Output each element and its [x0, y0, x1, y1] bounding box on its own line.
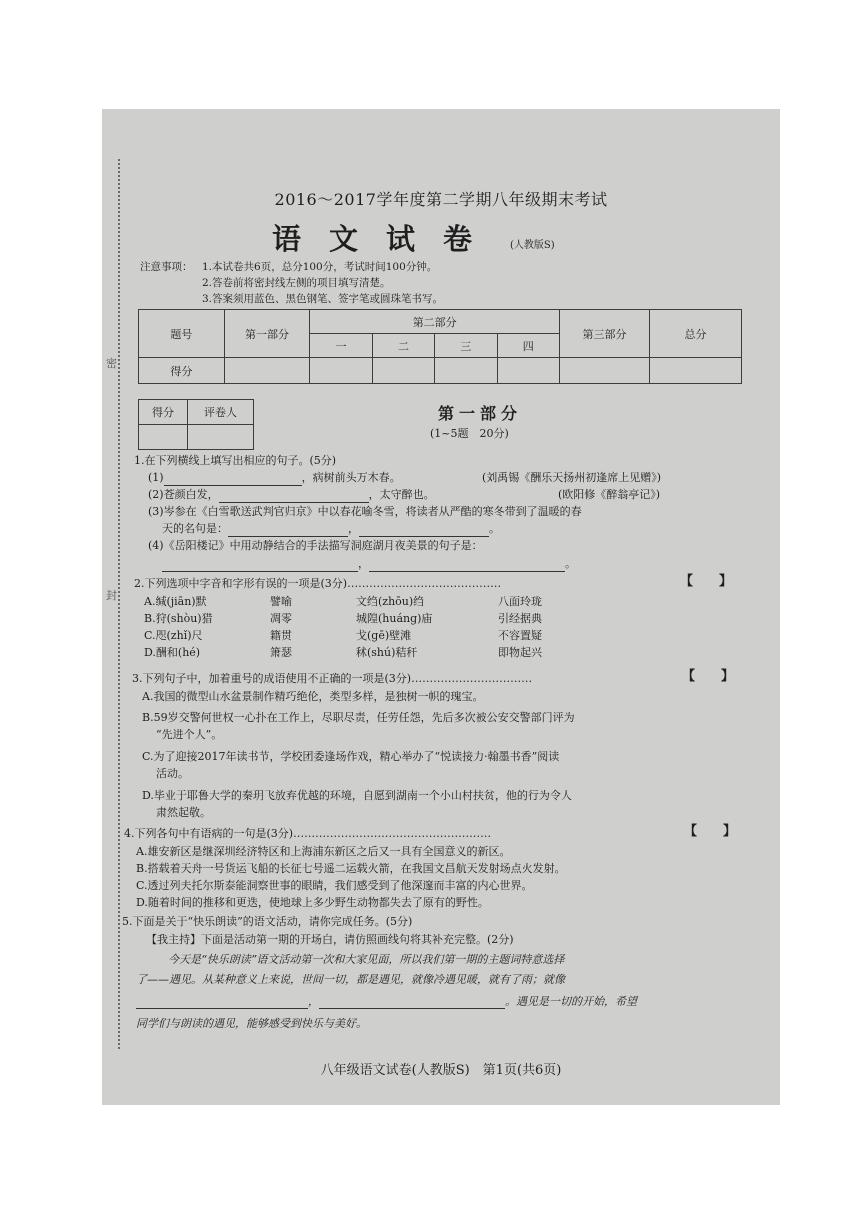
- score-col-total: 总分: [649, 310, 741, 358]
- edition-label: (人教版S): [510, 240, 555, 251]
- grader-defen: 得分: [139, 400, 188, 425]
- q4-answer-bracket[interactable]: 【 】: [684, 824, 737, 839]
- q2-c-4: 不容置疑: [498, 629, 542, 642]
- grader-pingjuan: 评卷人: [188, 400, 254, 425]
- seal-line: [118, 159, 120, 1049]
- margin-mark-feng: 封: [106, 589, 117, 602]
- q1-s3-end: 。: [489, 522, 500, 535]
- margin-mark-mi: 密: [106, 357, 117, 370]
- q4-option-c: C.透过列夫托尔斯泰能洞察世事的眼睛，我们感受到了他深邃而丰富的内心世界。: [136, 879, 533, 892]
- q3-dots: ……………………………: [411, 672, 533, 685]
- q4-stem: [124, 825, 491, 842]
- q3-answer-bracket[interactable]: 【 】: [682, 669, 735, 684]
- q4-option-a: A.雄安新区是继深圳经济特区和上海浦东新区之后又一具有全国意义的新区。: [136, 845, 511, 858]
- q5-text-line2: 了——遇见。从某种意义上来说，世间一切，都是遇见，就像冷遇见暖，就有了雨；就像: [136, 973, 565, 986]
- q3-option-b-line1: B.59岁交警何世权一心扑在工作上，尽职尽责，任劳任怨，先后多次被公安交警部门评为: [142, 711, 575, 724]
- grader-score-cell[interactable]: [139, 425, 188, 450]
- q1-s4-end: 。: [565, 557, 576, 570]
- exam-photo: [102, 109, 780, 1105]
- score-cell[interactable]: [497, 358, 559, 384]
- q2-b-4: 引经据典: [498, 612, 542, 625]
- q1-s1-pre: (1): [148, 471, 164, 484]
- score-cell[interactable]: [560, 358, 650, 384]
- q2-d-3: 秫(shú)秸秆: [356, 646, 418, 659]
- q2-c-2: 籍贯: [270, 629, 292, 642]
- q1-s2-text: ，太守醉也。: [368, 488, 435, 501]
- q2-b-3: 城隍(huáng)庙: [356, 612, 433, 625]
- score-sub-1: 一: [310, 334, 372, 358]
- q2-dots: ……………………………………: [347, 577, 502, 590]
- q2-a-2: 譬喻: [270, 595, 292, 608]
- q1-s2: [148, 486, 435, 503]
- exam-header-line: 2016～2017学年度第二学期八年级期末考试: [274, 190, 608, 209]
- q1-s1: [148, 469, 401, 486]
- q1-s1-source: (刘禹锡《酬乐天扬州初逢席上见赠》): [482, 471, 662, 484]
- q3-stem-text: 3.下列句子中，加着重号的成语使用不正确的一项是(3分): [132, 672, 412, 685]
- q4-option-b: B.搭载着天舟一号货运飞船的长征七号遥二运载火箭，在我国文昌航天发射场点火发射。: [136, 862, 566, 875]
- q1-s3-comma: ，: [348, 522, 359, 535]
- q1-s2-source: (欧阳修《醉翁亭记》): [558, 488, 661, 501]
- score-row-defen: 得分: [139, 358, 225, 384]
- score-col-part1: 第一部分: [224, 310, 310, 358]
- note-item-1: 1.本试卷共6页，总分100分，考试时间100分钟。: [202, 261, 438, 273]
- q2-d-4: 即物起兴: [498, 646, 542, 659]
- exam-title: 语文试卷: [272, 222, 501, 256]
- exam-paper: [102, 109, 780, 1105]
- q3-option-c-line2: 活动。: [156, 767, 189, 780]
- q3-option-d-line1: D.毕业于耶鲁大学的秦玥飞放弃优越的环境，自愿到湖南一个小山村扶贫，他的行为令人: [142, 789, 572, 802]
- answer-blank[interactable]: [136, 1008, 308, 1009]
- q3-option-c-line1: C.为了迎接2017年读书节，学校团委逢场作戏，精心举办了“悦读接力·翰墨书香”阅读: [142, 750, 560, 763]
- q4-dots: ………………………………………………: [293, 827, 492, 840]
- q1-s4-line1: (4)《岳阳楼记》中用动静结合的手法描写洞庭湖月夜美景的句子是：: [148, 539, 483, 552]
- page-footer: 八年级语文试卷(人教版S) 第1页(共6页): [320, 1063, 562, 1078]
- q2-c-3: 戈(gē)壁滩: [356, 629, 412, 642]
- q5-text-line3: [136, 993, 637, 1009]
- q5-line3-end: 。遇见是一切的开始，希望: [505, 995, 637, 1008]
- q2-a-1: A.缄(jiān)默: [144, 595, 207, 608]
- answer-blank[interactable]: [162, 571, 358, 572]
- q4-stem-text: 4.下列各句中有语病的一句是(3分): [124, 827, 294, 840]
- q2-answer-bracket[interactable]: 【 】: [680, 574, 733, 589]
- q2-d-1: D.酬和(hé): [144, 646, 201, 659]
- q2-c-1: C.咫(zhǐ)尺: [144, 629, 203, 642]
- q2-b-1: B.狩(shòu)猎: [144, 612, 213, 625]
- q3-option-b-line2: “先进个人”。: [156, 728, 223, 741]
- q1-stem: 1.在下列横线上填写出相应的句子。(5分): [134, 454, 337, 467]
- q5-text-line4: 同学们与朗读的遇见，能够感受到快乐与美好。: [136, 1017, 367, 1030]
- notes-label: 注意事项：: [140, 261, 193, 273]
- part1-range: (1~5题 20分): [430, 427, 509, 440]
- q1-s1-text: ，病树前头万木春。: [301, 471, 401, 484]
- score-cell[interactable]: [372, 358, 434, 384]
- q2-stem-text: 2.下列选项中字音和字形有误的一项是(3分): [134, 577, 348, 590]
- q5-comma: ，: [308, 995, 319, 1008]
- q2-a-4: 八面玲珑: [498, 595, 542, 608]
- q3-stem: [132, 670, 532, 687]
- q1-s3-lead: 天的名句是：: [162, 522, 228, 535]
- score-table: [138, 309, 742, 384]
- q2-a-3: 文绉(zhōu)绉: [356, 595, 425, 608]
- score-col-tihao: 题号: [139, 310, 225, 358]
- part1-title: 第一部分: [438, 404, 523, 423]
- score-col-part3: 第三部分: [560, 310, 650, 358]
- q2-b-2: 凋零: [270, 612, 292, 625]
- score-col-part2: 第二部分: [310, 310, 560, 334]
- q2-d-2: 箫瑟: [270, 646, 292, 659]
- grader-box: [138, 399, 254, 450]
- score-sub-3: 三: [435, 334, 497, 358]
- note-item-3: 3.答案须用蓝色、黑色钢笔、签字笔或圆珠笔书写。: [202, 293, 444, 305]
- q3-option-a: A.我国的微型山水盆景制作精巧绝伦，类型多样，是独树一帜的瑰宝。: [142, 690, 484, 703]
- q1-s3-line2: [162, 520, 500, 537]
- q3-option-d-line2: 肃然起敬。: [156, 806, 211, 819]
- q1-s4-comma: ，: [358, 557, 369, 570]
- note-item-2: 2.答卷前将密封线左侧的项目填写清楚。: [202, 277, 391, 289]
- score-cell[interactable]: [224, 358, 310, 384]
- q5-stem: 5.下面是关于“快乐朗读”的语文活动，请你完成任务。(5分): [122, 915, 413, 928]
- q1-s2-pre: (2)苍颜白发，: [148, 488, 219, 501]
- q1-s3-line1: (3)岑参在《白雪歌送武判官归京》中以春花喻冬雪，将读者从严酷的寒冬带到了温暖的春: [148, 505, 582, 518]
- grader-name-cell[interactable]: [188, 425, 254, 450]
- score-sub-2: 二: [372, 334, 434, 358]
- q5-host-task: 【我主持】下面是活动第一期的开场白，请仿照画线句将其补充完整。(2分): [146, 933, 514, 946]
- answer-blank[interactable]: [369, 571, 565, 572]
- answer-blank[interactable]: [319, 1008, 505, 1009]
- score-cell[interactable]: [435, 358, 497, 384]
- q5-text-line1: 今天是“快乐朗读”语文活动第一次和大家见面，所以我们第一期的主题词特意选择: [168, 953, 565, 966]
- score-cell[interactable]: [310, 358, 372, 384]
- q2-stem: [134, 575, 501, 592]
- q4-option-d: D.随着时间的推移和更迭，使地球上多少野生动物都失去了原有的野性。: [136, 896, 489, 909]
- score-cell[interactable]: [649, 358, 741, 384]
- q1-s4-line2: [162, 555, 576, 572]
- score-sub-4: 四: [497, 334, 559, 358]
